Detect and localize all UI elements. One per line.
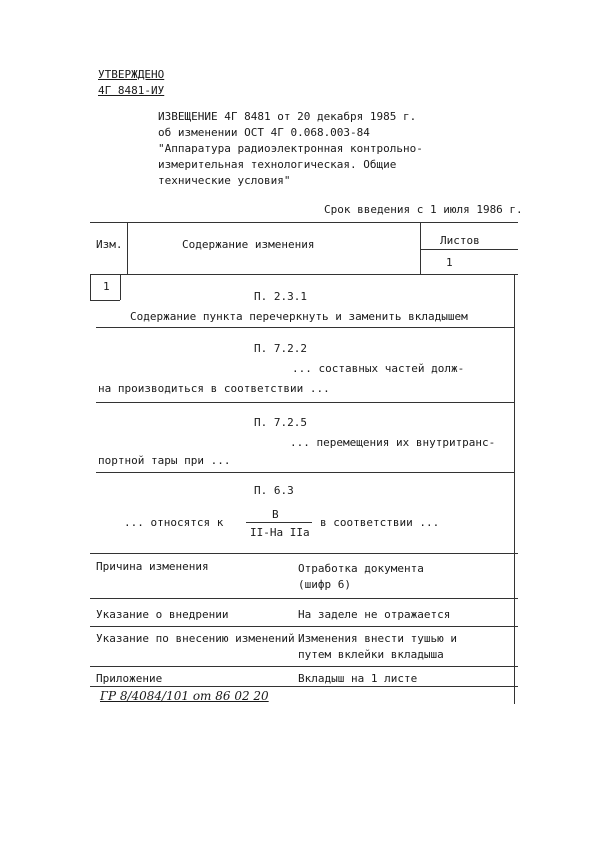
table-bottom-rule — [90, 274, 518, 275]
appendix-value: Вкладыш на 1 листе — [298, 672, 418, 685]
header-col-sheets: Листов — [440, 234, 480, 247]
section-divider — [90, 553, 518, 554]
implementation-label: Указание о внедрении — [96, 608, 229, 621]
reason-value-1: Отработка документа — [298, 562, 424, 575]
effective-date: Срок введения с 1 июля 1986 г. — [324, 203, 523, 216]
notice-line-2: об изменении ОСТ 4Г 0.068.003-84 — [158, 126, 370, 139]
section-divider — [96, 402, 514, 403]
fraction-denominator: II-На IIа — [250, 526, 310, 539]
sheets-divider-rule — [420, 249, 518, 250]
approval-title: УТВЕРЖДЕНО — [98, 68, 165, 81]
registration-stamp: ГР 8/4084/101 от 86 02 20 — [100, 689, 269, 703]
section-divider — [96, 472, 514, 473]
appendix-label: Приложение — [96, 672, 163, 685]
change-num-right-rule — [120, 274, 121, 300]
clause-2-3-1-text: Содержание пункта перечеркнуть и заменить вкладышем — [130, 310, 468, 323]
changes-value-2: путем вклейки вкладыша — [298, 648, 444, 661]
clause-2-3-1: П. 2.3.1 — [254, 290, 307, 303]
changes-label: Указание по внесению изменений — [96, 632, 295, 645]
notice-line-1: ИЗВЕЩЕНИЕ 4Г 8481 от 20 декабря 1985 г. — [158, 110, 417, 123]
clause-6-3: П. 6.3 — [254, 484, 294, 497]
section-divider — [96, 327, 514, 328]
footer-divider — [90, 598, 518, 599]
reason-value-2: (шифр 6) — [298, 578, 351, 591]
clause-6-3-text-left: ... относятся к — [124, 516, 224, 529]
approval-code: 4Г 8481-ИУ — [98, 84, 165, 97]
table-divider-num — [127, 222, 128, 274]
fraction-bar — [246, 522, 312, 523]
footer-divider — [90, 626, 518, 627]
clause-7-2-2-text-1: ... составных частей долж- — [292, 362, 465, 375]
header-col-num: Изм. — [96, 238, 123, 251]
body-right-rule — [514, 274, 515, 704]
footer-divider — [90, 666, 518, 667]
table-divider-sheets — [420, 222, 421, 274]
header-col-content: Содержание изменения — [182, 238, 315, 251]
change-number: 1 — [103, 280, 110, 293]
reason-label: Причина изменения — [96, 560, 209, 573]
notice-line-3: "Аппаратура радиоэлектронная контрольно- — [158, 142, 423, 155]
header-sheets-value: 1 — [446, 256, 453, 269]
notice-line-5: технические условия" — [158, 174, 291, 187]
change-num-left-rule — [90, 274, 91, 300]
footer-divider — [90, 686, 518, 687]
clause-7-2-2-text-2: на производиться в соответствии ... — [98, 382, 330, 395]
clause-7-2-5-text-2: портной тары при ... — [98, 454, 231, 467]
table-top-rule — [90, 222, 518, 223]
fraction-numerator: В — [272, 508, 279, 521]
clause-6-3-text-right: в соответствии ... — [320, 516, 440, 529]
clause-7-2-2: П. 7.2.2 — [254, 342, 307, 355]
clause-7-2-5: П. 7.2.5 — [254, 416, 307, 429]
notice-line-4: измерительная технологическая. Общие — [158, 158, 397, 171]
implementation-value: На заделе не отражается — [298, 608, 451, 621]
change-num-bottom-rule — [90, 300, 120, 301]
changes-value-1: Изменения внести тушью и — [298, 632, 457, 645]
clause-7-2-5-text-1: ... перемещения их внутритранс- — [290, 436, 496, 449]
